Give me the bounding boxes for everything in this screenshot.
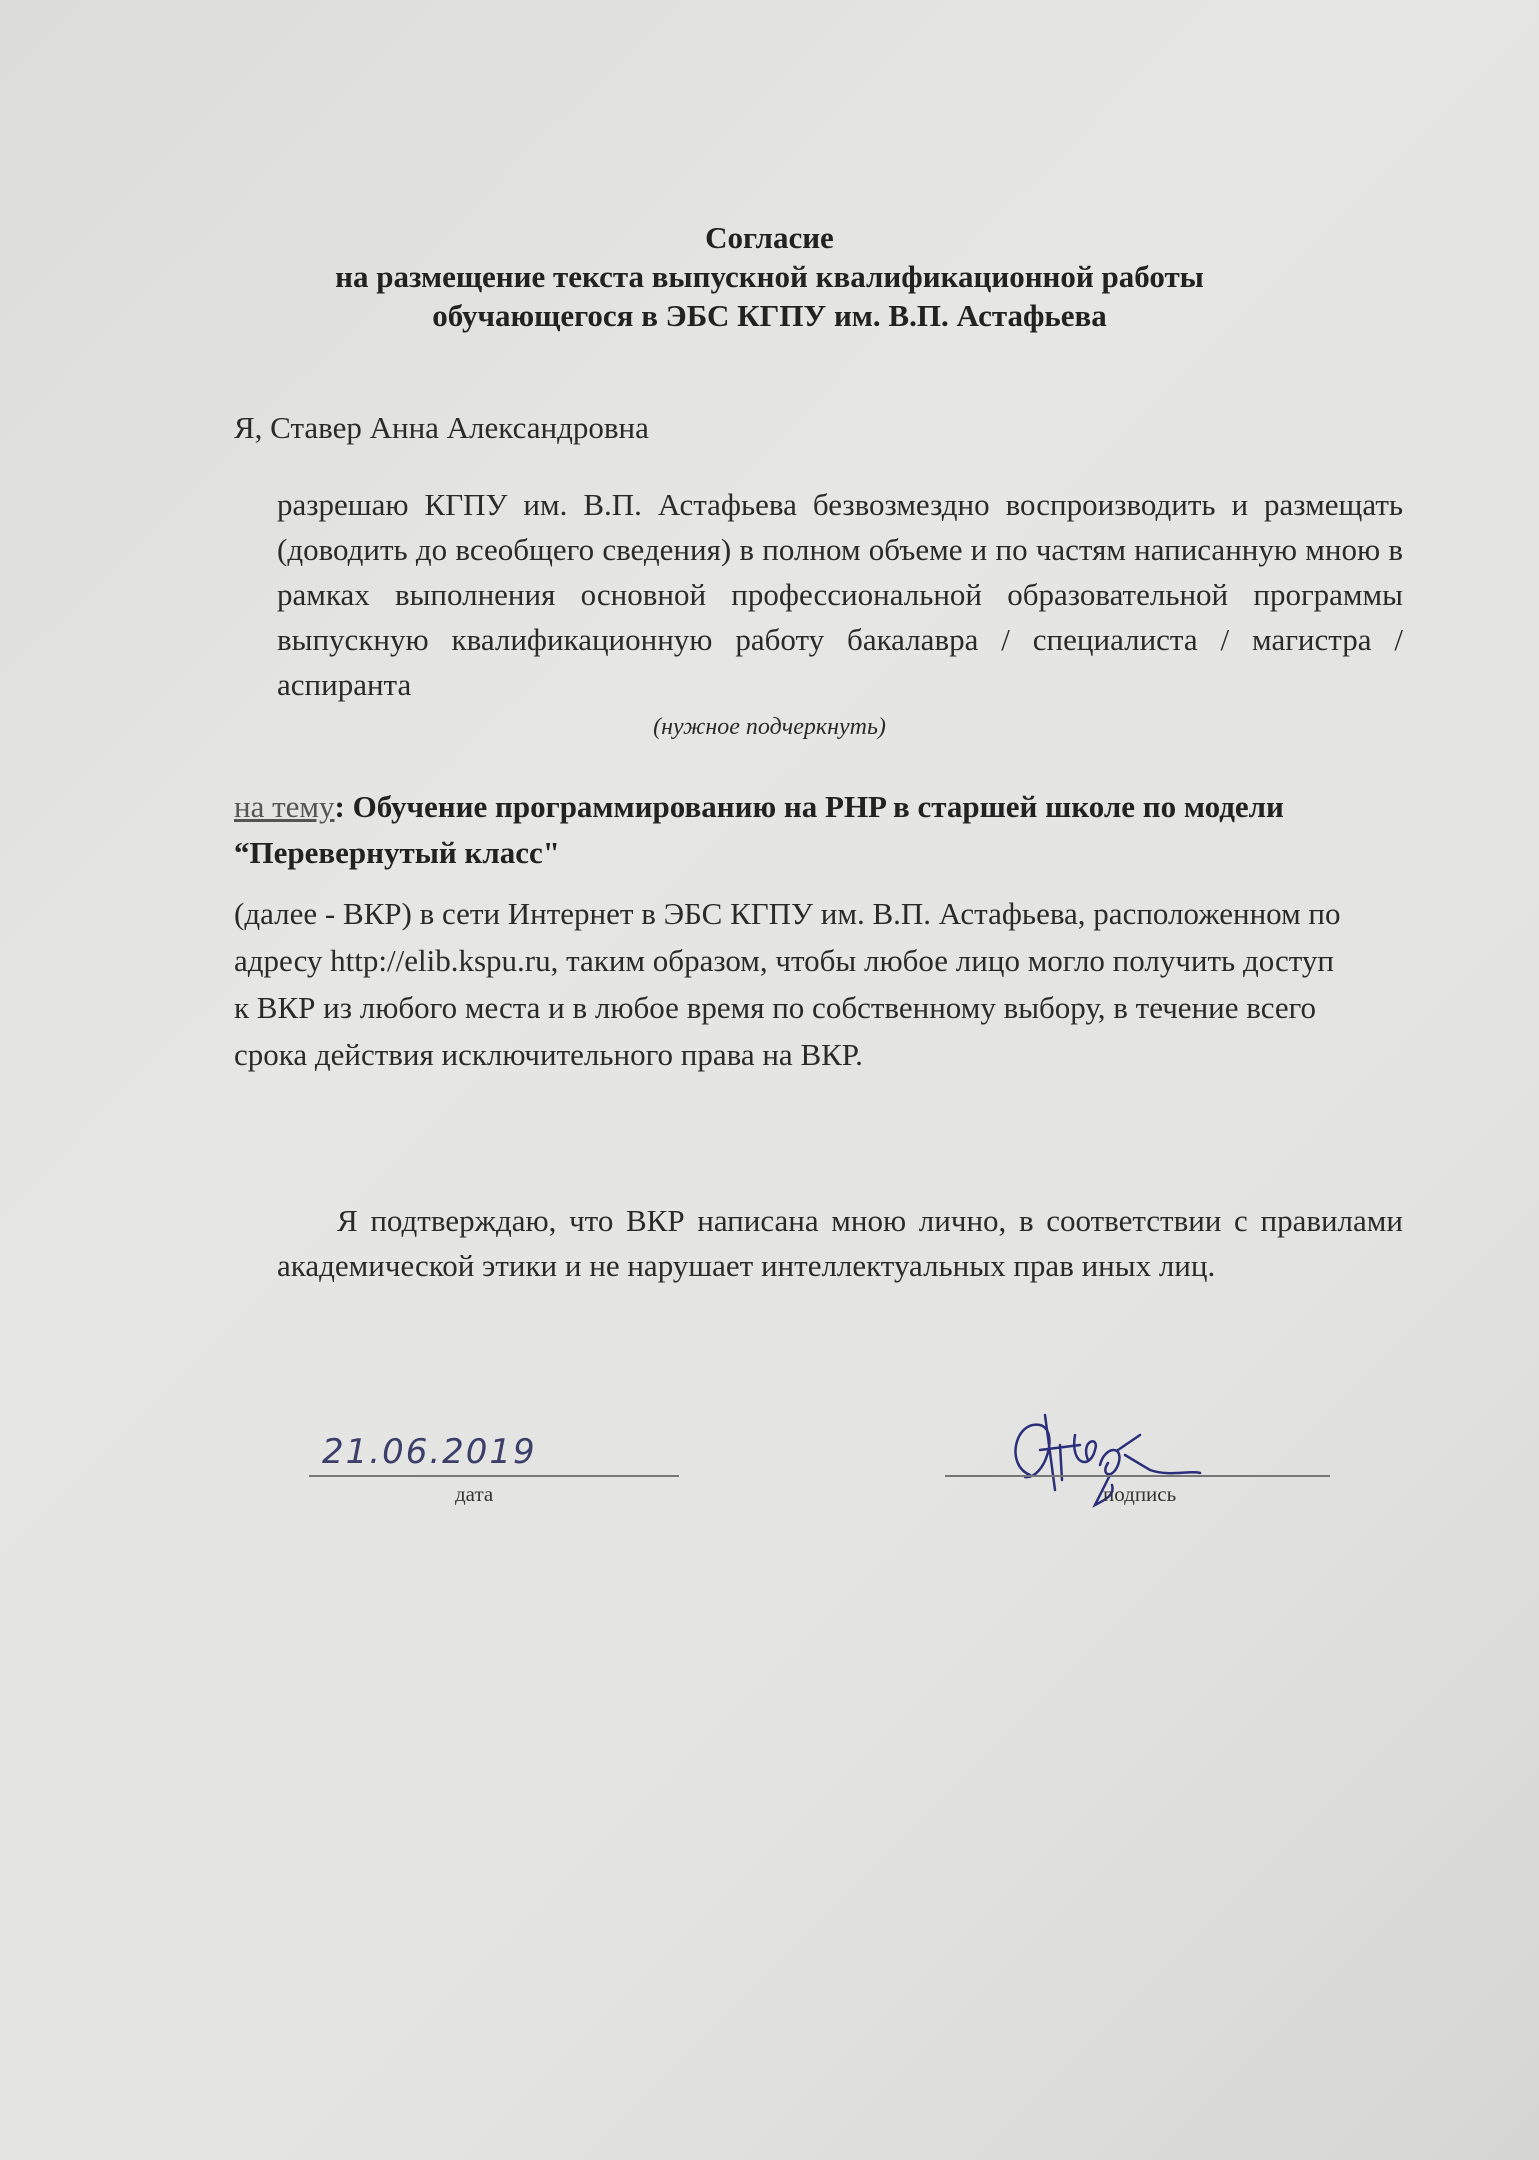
handwritten-date: 21.06.2019 — [322, 1432, 537, 1472]
title-line-1: Согласие — [705, 220, 834, 255]
title-line-2: на размещение текста выпускной квалификационной работы — [335, 259, 1204, 294]
signature-caption: подпись — [1103, 1482, 1177, 1506]
date-line — [309, 1475, 679, 1477]
document-title — [0, 218, 1539, 335]
theme-text: : Обучение программированию на PHP в старшей школе по модели “Перевернутый класс" — [234, 789, 1284, 870]
underline-note: (нужное подчеркнуть) — [653, 714, 886, 740]
confirmation-paragraph: Я подтверждаю, что ВКР написана мною лично, в соответствии с правилами академической этики и не нарушает интеллектуальных прав иных лиц. — [277, 1203, 1403, 1283]
placement-paragraph: (далее - ВКР) в сети Интернет в ЭБС КГПУ им. В.П. Астафьева, расположенном по адресу http://elib.kspu.ru, таким образом, чтобы любое лицо могло получить доступ к ВКР из любого места и в любое время по собственному выбору, в течение всего срока действия исключительного права на ВКР. — [234, 896, 1341, 1072]
title-line-3: обучающегося в ЭБС КГПУ им. В.П. Астафьева — [432, 298, 1107, 333]
author-line: Я, Ставер Анна Александровна — [234, 410, 649, 445]
thesis-theme — [234, 784, 1354, 876]
date-caption: дата — [455, 1482, 494, 1506]
theme-label: на тему — [234, 789, 335, 824]
permission-paragraph: разрешаю КГПУ им. В.П. Астафьева безвозмездно воспроизводить и размещать (доводить до всеобщего сведения) в полном объеме и по частям написанную мною в рамках выполнения основной профессиональной образовательной программы выпускную квалификационную работу бакалавра / специалиста / магистра / аспиранта — [277, 487, 1403, 702]
signature-line — [945, 1475, 1330, 1477]
